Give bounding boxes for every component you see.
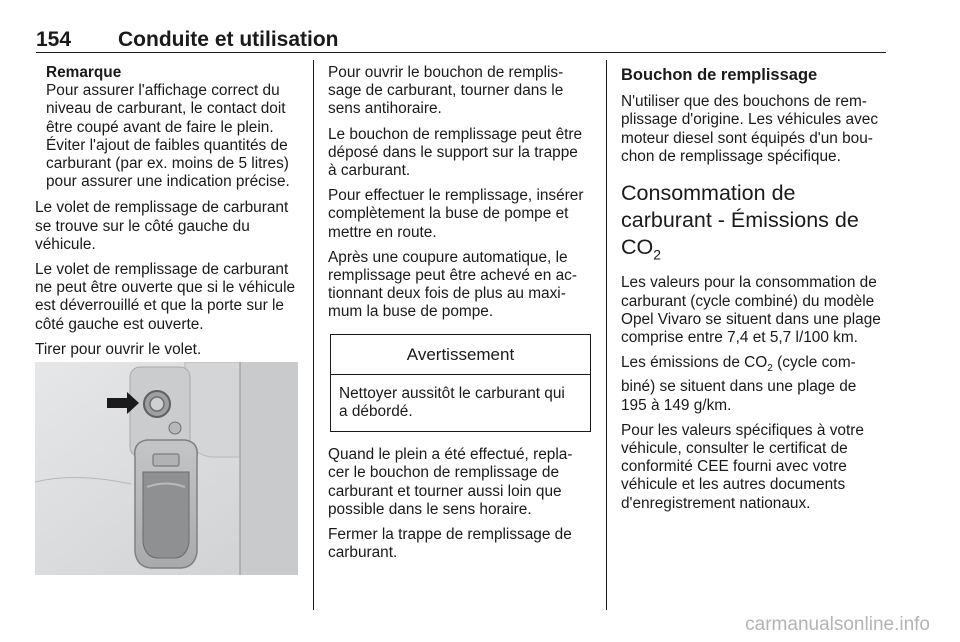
- paragraph: Pour les valeurs spécifiques à votre véhicule, consulter le certificat de conformité CEE fourni avec votre véhicule et les autres documents d'enregistrement nationaux.: [621, 421, 864, 512]
- section-heading-filler-cap: Bouchon de remplissage: [621, 66, 818, 84]
- fuel-flap-illustration: [35, 362, 298, 575]
- column-divider-2: [606, 60, 607, 610]
- page-number: 154: [36, 28, 72, 51]
- paragraph: Après une coupure automatique, le remplissage peut être achevé en ac- tionnant deux fois de plus au maxi- mum la buse de pompe.: [328, 248, 577, 321]
- note-title: Remarque: [46, 64, 122, 81]
- paragraph: Le volet de remplissage de carburant ne peut être ouverte que si le véhicule est déverrouillé et que la porte sur le côté gauche est ouverte.: [35, 261, 296, 333]
- paragraph: [621, 354, 891, 415]
- paragraph: Le volet de remplissage de carburant se trouve sur le côté gauche du véhicule.: [35, 199, 289, 253]
- column-1: [35, 64, 300, 366]
- warning-box: [330, 334, 591, 433]
- subscript: 2: [767, 363, 773, 375]
- paragraph: Quand le plein a été effectué, repla- cer le bouchon de remplissage de carburant et tourner aussi loin que possible dans le sens horaire.: [328, 446, 573, 518]
- text: Les émissions de CO: [621, 354, 768, 372]
- text: (cycle com- biné) se situent dans une plage de 195 à 149 g/km.: [621, 354, 857, 414]
- chapter-title: Conduite et utilisation: [118, 28, 339, 51]
- section-heading-consumption: [621, 180, 891, 268]
- column-3: [621, 64, 891, 520]
- heading-text: Consommation de carburant - Émissions de CO: [621, 181, 859, 260]
- warning-title: Avertissement: [331, 335, 590, 375]
- paragraph: Les valeurs pour la consommation de carburant (cycle combiné) du modèle Opel Vivaro se situent dans une plage comprise entre 7,4 et 5,7 l/100 km.: [621, 274, 881, 346]
- note-text: Pour assurer l'affichage correct du niveau de carburant, le contact doit être coupé avant de faire le plein. Éviter l'ajout de faibles quantités de carburant (par ex. moins de 5 litres) pour assurer une indication précise.: [46, 82, 290, 191]
- paragraph: Fermer la trappe de remplissage de carburant.: [328, 526, 572, 562]
- page-header: [36, 24, 886, 54]
- paragraph: Tirer pour ouvrir le volet.: [35, 340, 202, 358]
- paragraph: Le bouchon de remplissage peut être déposé dans le support sur la trappe à carburant.: [328, 125, 583, 180]
- paragraph: Pour ouvrir le bouchon de remplis- sage de carburant, tourner dans le sens antihoraire.: [328, 64, 564, 118]
- header-rule: [36, 52, 886, 53]
- paragraph: Pour effectuer le remplissage, insérer complètement la buse de pompe et mettre en route.: [328, 187, 584, 241]
- column-2: [328, 64, 596, 569]
- watermark: carmanualsonline.info: [745, 614, 930, 635]
- subscript: 2: [653, 246, 662, 263]
- warning-text: Nettoyer aussitôt le carburant qui a débordé.: [339, 384, 565, 421]
- column-divider-1: [313, 60, 314, 610]
- note-block: [35, 64, 300, 191]
- fuel-flap-drawing: [35, 362, 298, 575]
- paragraph: N'utiliser que des bouchons de rem- plissage d'origine. Les véhicules avec moteur diesel sont équipés d'un bou- chon de remplissage spécifique.: [621, 93, 879, 165]
